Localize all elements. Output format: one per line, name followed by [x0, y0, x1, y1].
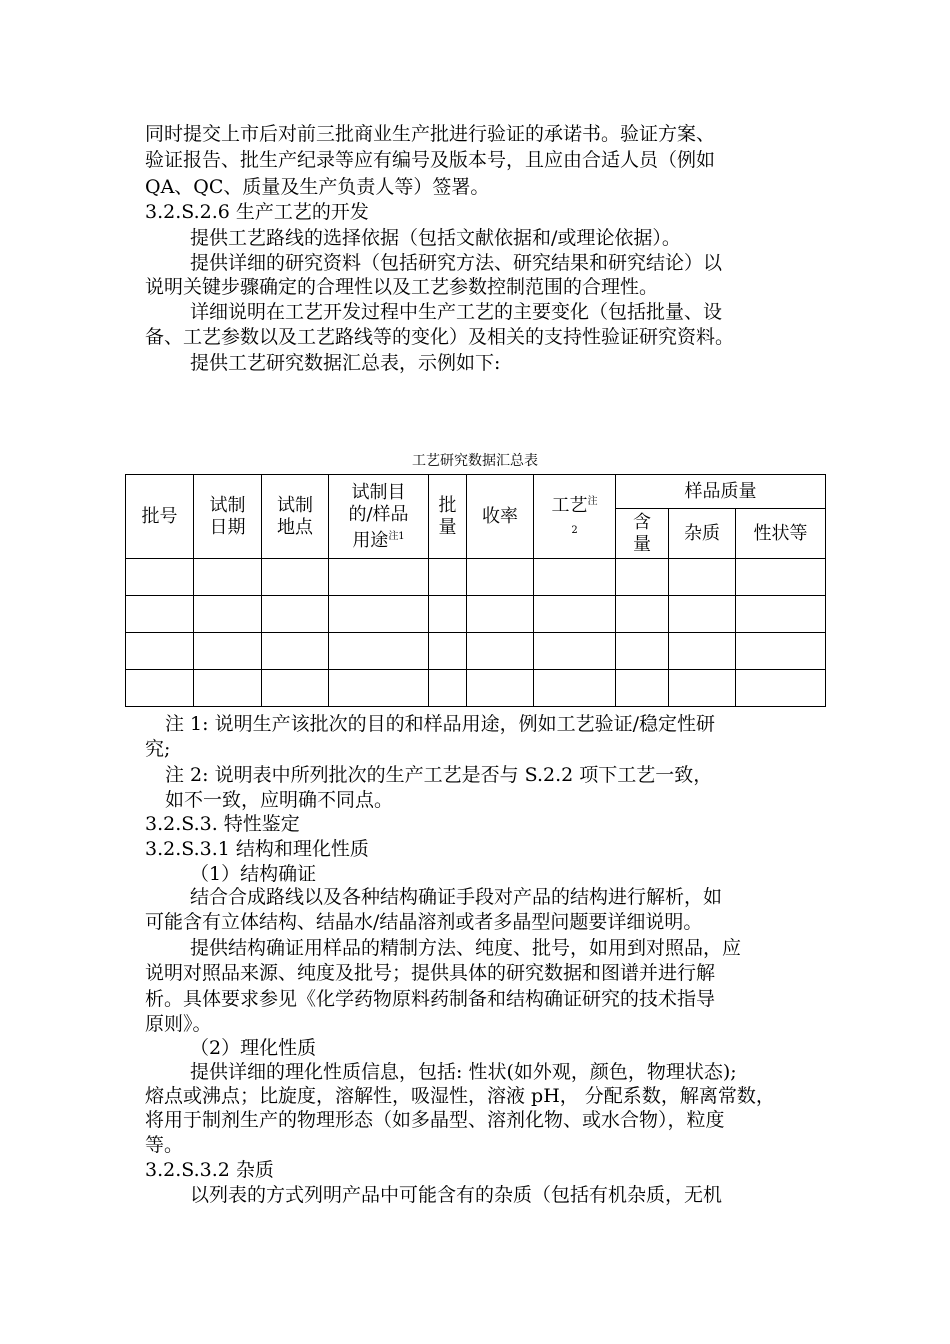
text-line: 析。具体要求参见《化学药物原料药制备和结构确证研究的技术指导: [145, 988, 716, 1010]
text-line: 熔点或沸点；比旋度，溶解性，吸湿性，溶液 pH， 分配系数，解离常数，: [145, 1085, 775, 1107]
header-process: 工艺$^注$ 2: [534, 475, 616, 559]
header-yield: 收率: [467, 475, 534, 559]
text-line: 备、工艺参数以及工艺路线等的变化）及相关的支持性验证研究资料。: [145, 326, 735, 348]
header-trial-site: 试制 地点: [262, 475, 329, 559]
header-batch-no: 批号: [126, 475, 194, 559]
table-row: [126, 670, 826, 707]
text-line: 原则》。: [145, 1013, 212, 1035]
text-line: 说明关键步骤确定的合理性以及工艺参数控制范围的合理性。: [145, 276, 659, 298]
header-purpose: 试制目 的/样品 用途$^{注1}$: [329, 475, 429, 559]
text-line: 提供详细的理化性质信息，包括: 性状(如外观，颜色，物理状态);: [190, 1061, 737, 1083]
section-heading: 3.2.S.3.1 结构和理化性质: [145, 838, 369, 860]
header-content: 含 量: [616, 509, 669, 559]
process-data-table: [125, 474, 826, 707]
header-trial-date: 试制 日期: [194, 475, 262, 559]
subsection-heading: （1）结构确证: [190, 863, 317, 885]
table-row: [126, 633, 826, 670]
table-caption: 工艺研究数据汇总表: [412, 453, 538, 469]
header-sample-quality: 样品质量: [616, 475, 826, 509]
section-heading: 3.2.S.3.2 杂质: [145, 1159, 274, 1181]
table-row: [126, 596, 826, 633]
process-footnote-mark: 注: [587, 496, 598, 507]
text-line: 结合合成路线以及各种结构确证手段对产品的结构进行解析，如: [190, 886, 723, 908]
text-line: 说明对照品来源、纯度及批号；提供具体的研究数据和图谱并进行解: [145, 962, 716, 984]
footnote-1: 注 1: 说明生产该批次的目的和样品用途，例如工艺验证/稳定性研: [165, 713, 715, 735]
section-heading: 3.2.S.3. 特性鉴定: [145, 813, 300, 835]
text-line: 以列表的方式列明产品中可能含有的杂质（包括有机杂质，无机: [190, 1184, 723, 1206]
footnote-2-cont: 如不一致，应明确不同点。: [165, 789, 394, 811]
process-footnote-number: 2: [571, 525, 578, 536]
footnote-1-cont: 究;: [145, 738, 171, 760]
text-line: 提供详细的研究资料（包括研究方法、研究结果和研究结论）以: [190, 252, 723, 274]
purpose-footnote-mark: 注1: [388, 530, 405, 542]
text-line: 提供结构确证用样品的精制方法、纯度、批号，如用到对照品，应: [190, 937, 742, 959]
text-line: QA、QC、质量及生产负责人等）签署。: [145, 176, 490, 198]
text-line: 同时提交上市后对前三批商业生产批进行验证的承诺书。验证方案、: [145, 123, 716, 145]
header-batch-size: 批 量: [429, 475, 467, 559]
text-line: 可能含有立体结构、结晶水/结晶溶剂或者多晶型问题要详细说明。: [145, 911, 703, 933]
text-line: 等。: [145, 1134, 184, 1156]
subsection-heading: （2）理化性质: [190, 1037, 317, 1059]
header-impurity: 杂质: [669, 509, 736, 559]
text-line: 详细说明在工艺开发过程中生产工艺的主要变化（包括批量、设: [190, 301, 723, 323]
text-line: 提供工艺研究数据汇总表，示例如下:: [190, 352, 501, 374]
text-line: 将用于制剂生产的物理形态（如多晶型、溶剂化物、或水合物），粒度: [145, 1109, 725, 1131]
header-appearance: 性状等: [736, 509, 826, 559]
section-heading: 3.2.S.2.6 生产工艺的开发: [145, 201, 369, 223]
footnote-2: 注 2: 说明表中所列批次的生产工艺是否与 S.2.2 项下工艺一致，: [165, 764, 713, 786]
text-line: 验证报告、批生产纪录等应有编号及版本号，且应由合适人员（例如: [145, 149, 716, 171]
table-row: [126, 559, 826, 596]
text-line: 提供工艺路线的选择依据（包括文献依据和/或理论依据）。: [190, 227, 681, 249]
